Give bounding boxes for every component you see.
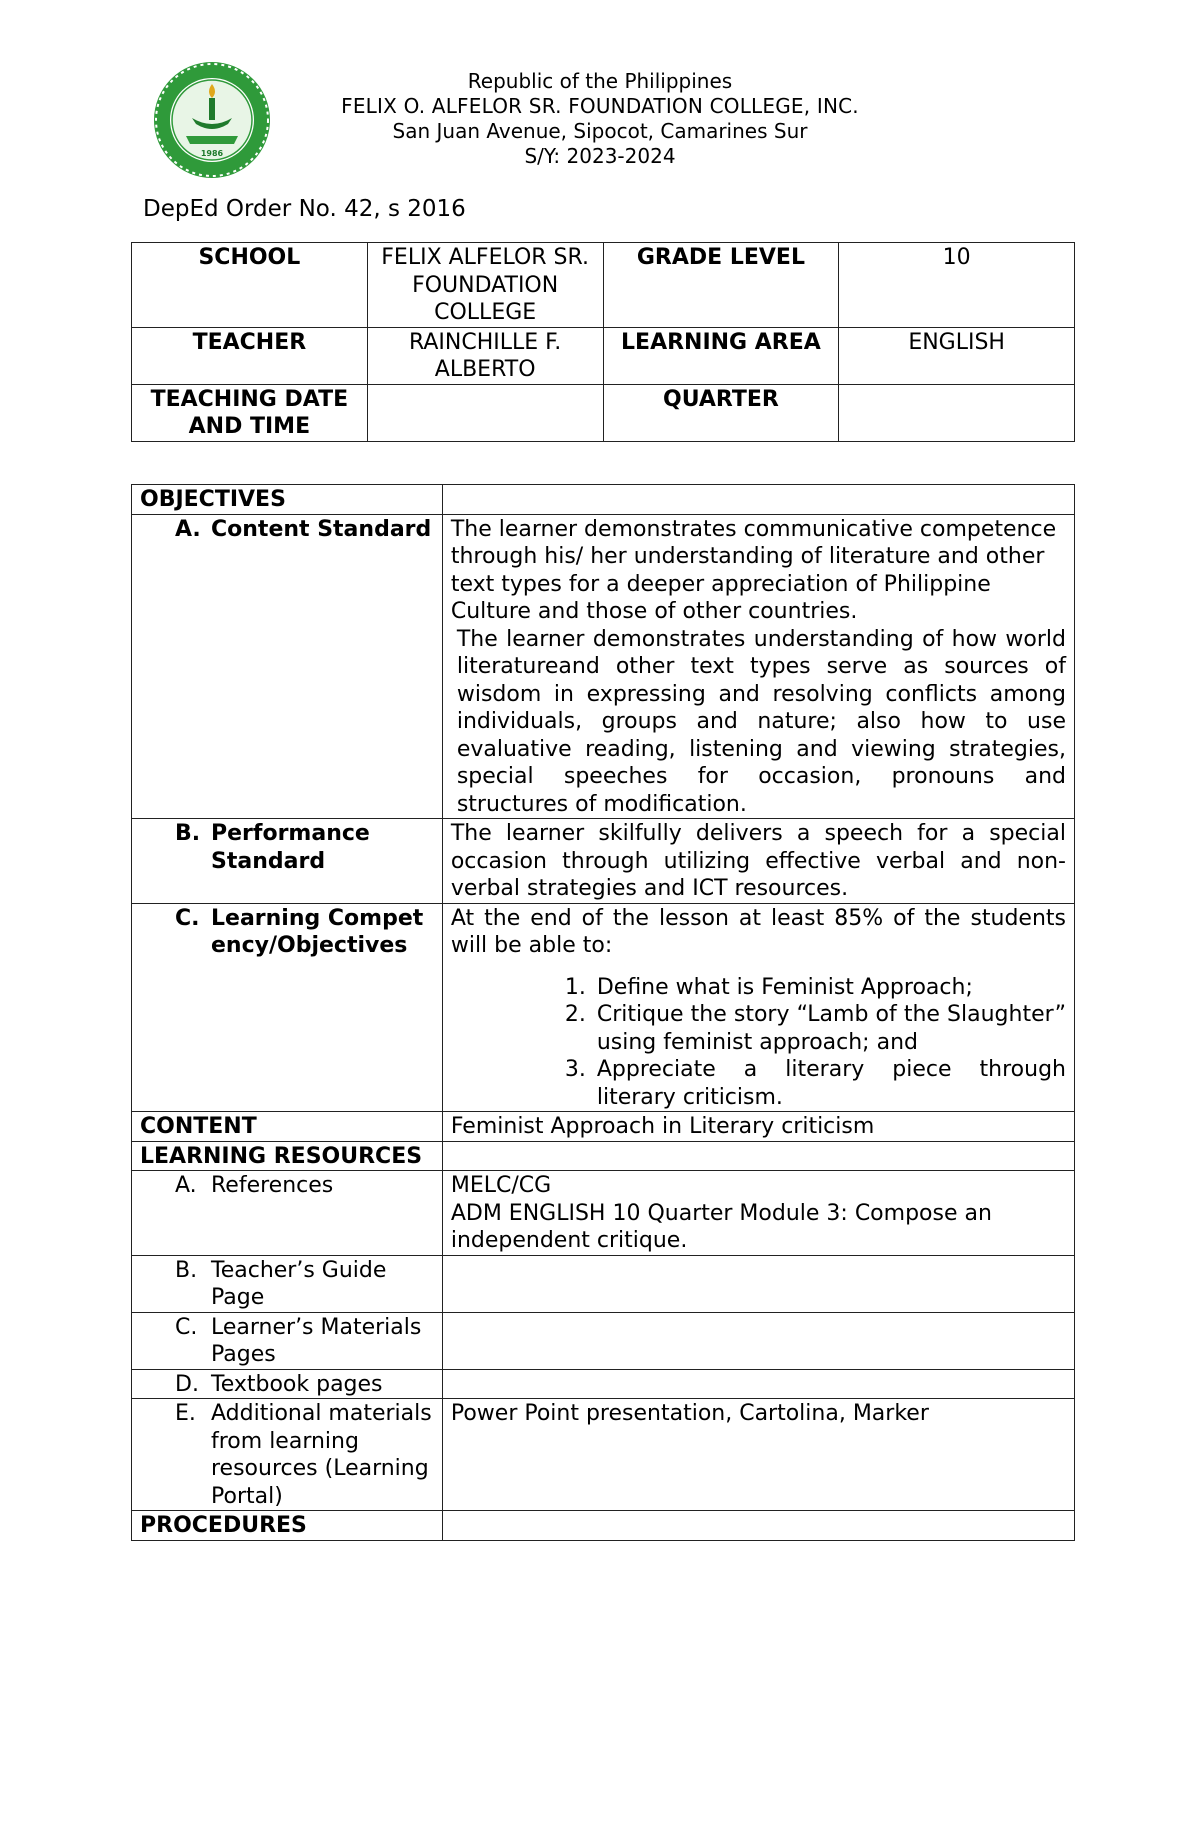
content-standard-text-2: The learner demonstrates understanding of how world literatureand other text types serve as sources of wisdom in expressing and resolving conflicts among individuals, groups and nature; also how to use evaluative reading, listening and viewing strategies, special speeches for occasion, pronouns and structures of modification. [456,626,1066,817]
college-address: San Juan Avenue, Sipocot, Camarines Sur [392,119,808,143]
references-label: References [211,1173,334,1198]
lesson-plan-table [131,484,1075,1541]
competency-item: 1. Define what is Feminist Approach; [593,974,1066,1002]
competency-intro: At the end of the lesson at least 85% of the students will be able to: [450,905,1066,958]
letterhead [290,69,910,169]
procedures-row [132,1511,1075,1541]
references-cell [132,1171,443,1256]
content-standard-mark: A. [175,516,201,542]
objectives-row [132,485,1075,515]
teachers-guide-value-cell [442,1255,1074,1312]
references-line-1: MELC/CG [450,1173,552,1198]
teacher-label: TEACHER [132,327,368,384]
references-value-cell [442,1171,1074,1256]
procedures-heading: PROCEDURES [132,1511,443,1541]
procedures-empty-cell [442,1511,1074,1541]
additional-materials-value: Power Point presentation, Cartolina, Marker [442,1399,1074,1511]
textbook-pages-row [132,1369,1075,1399]
learning-resources-row [132,1141,1075,1171]
performance-standard-cell [132,819,443,904]
learning-resources-empty-cell [442,1141,1074,1171]
learners-materials-cell [132,1312,443,1369]
textbook-pages-cell [132,1369,443,1399]
college-seal-logo [142,58,282,182]
learners-materials-value-cell [442,1312,1074,1369]
competency-cell [132,903,443,1112]
competency-mark: C. [175,905,200,931]
teaching-date-label: TEACHING DATE AND TIME [132,384,368,441]
performance-standard-row [132,819,1075,904]
textbook-pages-value-cell [442,1369,1074,1399]
references-row [132,1171,1075,1256]
learning-area-label: LEARNING AREA [603,327,839,384]
learners-materials-row [132,1312,1075,1369]
learning-resources-heading: LEARNING RESOURCES [132,1141,443,1171]
additional-materials-cell [132,1399,443,1511]
objectives-heading: OBJECTIVES [132,485,443,515]
content-row [132,1112,1075,1142]
info-row-school [132,243,1075,328]
learners-materials-mark: C. [175,1314,198,1340]
learning-area-value: ENGLISH [839,327,1075,384]
teaching-date-value [367,384,603,441]
quarter-label: QUARTER [603,384,839,441]
performance-standard-text: The learner skilfully delivers a speech for a special occasion through utilizing effective verbal and non-verbal strategies and ICT resources. [442,819,1074,904]
info-row-teacher [132,327,1075,384]
competency-list [451,974,1066,1112]
additional-materials-label: Additional materials from learning resources (Learning Portal) [211,1401,432,1509]
school-value: FELIX ALFELOR SR. FOUNDATION COLLEGE [367,243,603,328]
references-mark: A. [175,1173,197,1198]
competency-item: 2. Critique the story “Lamb of the Slaughter” using feminist approach; and [593,1001,1066,1056]
teacher-value: RAINCHILLE F. ALBERTO [367,327,603,384]
competency-label: Learning Competency/Objectives [211,905,424,958]
objectives-empty-cell [442,485,1074,515]
svg-text:1986: 1986 [200,149,224,158]
school-label: SCHOOL [132,243,368,328]
competency-row [132,903,1075,1112]
republic-line: Republic of the Philippines [467,69,733,93]
grade-level-value: 10 [839,243,1075,328]
teachers-guide-row [132,1255,1075,1312]
content-value: Feminist Approach in Literary criticism [442,1112,1074,1142]
performance-standard-mark: B. [175,821,201,846]
additional-materials-row [132,1399,1075,1511]
additional-materials-mark: E. [175,1401,196,1426]
references-line-2: ADM ENGLISH 10 Quarter Module 3: Compose an independent critique. [450,1200,992,1253]
learners-materials-label: Learner’s Materials Pages [211,1314,422,1367]
teachers-guide-cell [132,1255,443,1312]
content-standard-label: Content Standard [211,516,432,542]
grade-level-label: GRADE LEVEL [603,243,839,328]
teachers-guide-label: Teacher’s Guide Page [211,1257,387,1310]
school-year: S/Y: 2023-2024 [524,144,676,168]
content-standard-text-1: The learner demonstrates communicative competence through his/ her understanding of literature and other text types for a deeper appreciation of Philippine Culture and those of other countries. [450,516,1057,624]
info-table [131,242,1075,442]
info-row-date [132,384,1075,441]
competency-item: 3. Appreciate a literary piece through literary criticism. [593,1056,1066,1111]
content-standard-row [132,514,1075,819]
teachers-guide-mark: B. [175,1257,198,1283]
quarter-value [839,384,1075,441]
content-standard-value-cell [442,514,1074,819]
college-name: FELIX O. ALFELOR SR. FOUNDATION COLLEGE, INC. [341,94,859,118]
content-standard-cell [132,514,443,819]
competency-value-cell [442,903,1074,1112]
performance-standard-label: Performance Standard [211,821,370,874]
textbook-pages-mark: D. [175,1371,199,1397]
textbook-pages-label: Textbook pages [211,1371,383,1397]
deped-order: DepEd Order No. 42, s 2016 [143,196,466,222]
content-heading: CONTENT [132,1112,443,1142]
